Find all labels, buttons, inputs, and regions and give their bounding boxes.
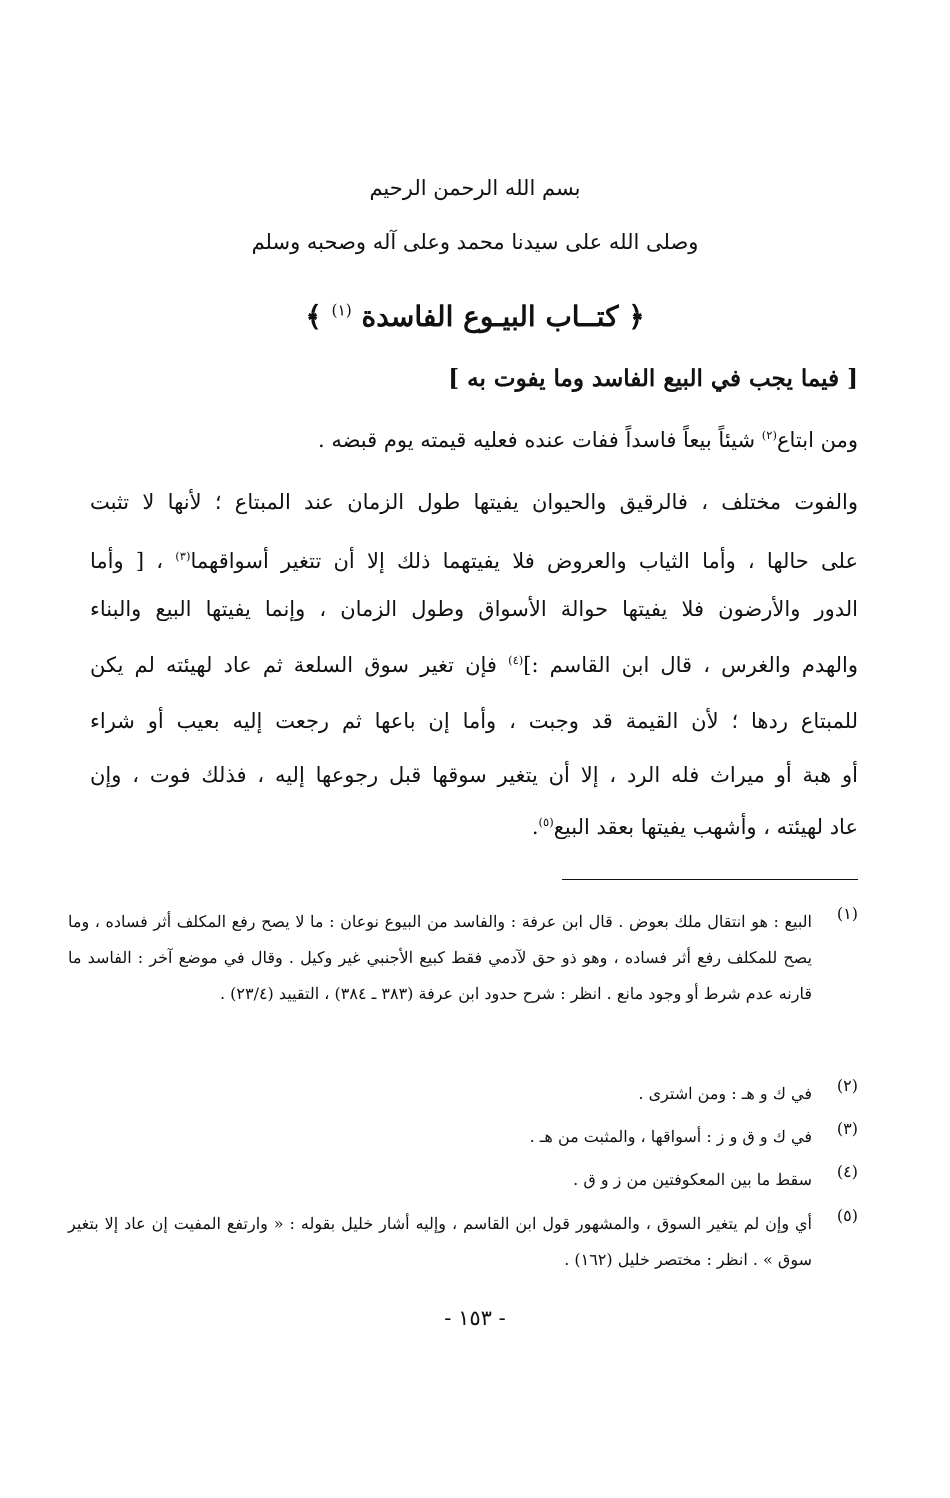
- footnote-ref-2[interactable]: (٢): [761, 428, 777, 442]
- footnote-1: [68, 904, 858, 1012]
- footnote-text: البيع : هو انتقال ملك بعوض . قال ابن عرفة : والفاسد من البيوع نوعان : ما لا يصح رفع المكلف أثر فساده ، وما يصح للمكلف رفع أثر فساده ، وهو ذو حق لآدمي فقط كبيع الأجنبي غير وكيل . وقال في موضع آخر : الفاسد ما قارنه عدم شرط أو وجود مانع . انظر : شرح حدود ابن عرفة (٣٨٣ ـ ٣٨٤) ، التقييد (٢٣/٤) .: [68, 912, 812, 1003]
- title-close-bracket: ﴾: [305, 300, 322, 333]
- body-line-3: [90, 549, 858, 573]
- body-text: على حالها ، وأما الثياب والعروض فلا يفيتهما ذلك إلا أن تتغير أسواقهما: [190, 549, 858, 573]
- body-text: ، [ وأما: [90, 549, 164, 573]
- basmala: بسم الله الرحمن الرحيم: [369, 176, 581, 200]
- body-text: شيئاً بيعاً فاسداً ففات عنده فعليه قيمته يوم قبضه .: [317, 428, 762, 452]
- body-text: والهدم والغرس ، قال ابن القاسم :]: [523, 653, 858, 677]
- footnote-number: (٣): [836, 1119, 858, 1138]
- body-text: .: [531, 815, 539, 839]
- body-text: ومن ابتاع: [777, 428, 858, 452]
- footnote-number: (٢): [836, 1076, 858, 1095]
- footnote-number: (٥): [836, 1206, 858, 1225]
- page-number: - ١٥٣ -: [444, 1306, 506, 1330]
- body-line-2: والفوت مختلف ، فالرقيق والحيوان يفيتها طول الزمان عند المبتاع ؛ لأنها لا تثبت: [90, 490, 859, 514]
- footnote-ref-5[interactable]: (٥): [538, 815, 554, 829]
- section-heading: [ فيما يجب في البيع الفاسد وما يفوت به ]: [448, 365, 858, 392]
- footnote-3: [68, 1119, 858, 1155]
- footnote-2: [68, 1076, 858, 1112]
- body-text: عاد لهيئته ، وأشهب يفيتها بعقد البيع: [553, 815, 858, 839]
- title-open-bracket: ﴿: [628, 300, 645, 333]
- footnote-5: [68, 1206, 858, 1278]
- body-line-8: [90, 815, 858, 839]
- footnote-number: (١): [836, 904, 858, 923]
- footnote-text: سقط ما بين المعكوفتين من ز و ق .: [573, 1170, 812, 1189]
- body-line-7: أو هبة أو ميراث فله الرد ، إلا أن يتغير سوقها قبل رجوعها إليه ، فذلك فوت ، وإن: [90, 763, 858, 787]
- footnote-text: أي وإن لم يتغير السوق ، والمشهور قول ابن القاسم ، وإليه أشار خليل بقوله : « وارتفع المفيت إن عاد إلا بتغير سوق » . انظر : مختصر خليل (١٦٢) .: [68, 1214, 813, 1269]
- salutation-line: وصلى الله على سيدنا محمد وعلى آله وصحبه وسلم: [251, 230, 699, 254]
- footnote-4: [68, 1162, 858, 1198]
- footnote-ref-3[interactable]: (٣): [175, 549, 191, 563]
- footnote-number: (٤): [836, 1162, 858, 1181]
- footnote-text: في ك و ق و ز : أسواقها ، والمثبت من هـ .: [529, 1127, 812, 1146]
- body-line-1: [90, 428, 858, 452]
- body-line-6: للمبتاع ردها ؛ لأن القيمة قد وجبت ، وأما إن باعها ثم رجعت إليه بعيب أو شراء: [90, 709, 858, 733]
- body-line-4: الدور والأرضون فلا يفيتها حوالة الأسواق وطول الزمان ، وإنما يفيتها البيع والبناء: [90, 597, 858, 621]
- body-text: فإن تغير سوق السلعة ثم عاد لهيئته لم يكن: [90, 653, 509, 677]
- body-line-5: [90, 653, 858, 677]
- footnote-separator: [562, 879, 858, 880]
- title-footnote-ref[interactable]: (١): [331, 301, 352, 320]
- footnote-text: في ك و هـ : ومن اشترى .: [638, 1084, 812, 1103]
- footnote-ref-4[interactable]: (٤): [508, 653, 524, 667]
- title-text: كتــاب البيـوع الفاسدة: [361, 300, 619, 333]
- book-title: [0, 300, 950, 333]
